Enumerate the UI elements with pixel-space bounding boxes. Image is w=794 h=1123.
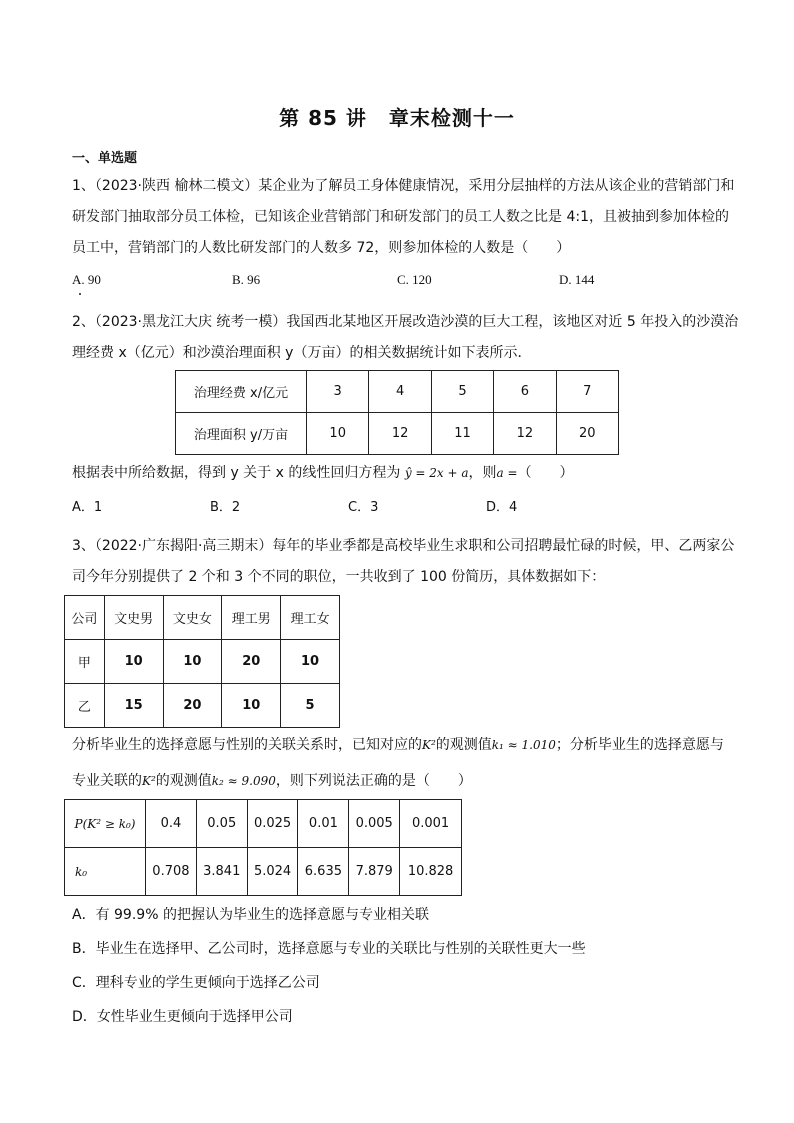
table-cell: 0.025 xyxy=(247,800,298,848)
q3-line-3 xyxy=(72,730,724,761)
q3-line-1 xyxy=(72,531,734,562)
q3-option-d: D．女性毕业生更倾向于选择甲公司 xyxy=(72,1009,293,1025)
k1-value: k₁ ≈ 1.010 xyxy=(491,738,556,752)
k-squared-2: K² xyxy=(142,774,156,788)
k-squared: K² xyxy=(422,738,436,752)
q2-line-2: 理经费 x（亿元）和沙漠治理面积 y（万亩）的相关数据统计如下表所示． xyxy=(72,345,532,361)
q3-line-4-mid: 的观测值 xyxy=(155,773,212,789)
table-cell: 10 xyxy=(281,640,340,684)
table-row xyxy=(65,640,340,684)
regression-equation: ŷ = 2x + a xyxy=(404,466,469,480)
q1-line-3: 员工中，营销部门的人数比研发部门的人数多 72，则参加体检的人数是（ ） xyxy=(72,240,571,256)
table-header-row xyxy=(65,596,340,640)
table-cell: 0.05 xyxy=(196,800,247,848)
table-cell: 10 xyxy=(222,684,281,728)
lecture-number: 第 85 讲 xyxy=(279,106,367,130)
table-cell: 甲 xyxy=(65,640,105,684)
table-cell: 3.841 xyxy=(196,848,247,896)
table-row xyxy=(65,800,462,848)
table-cell: 7 xyxy=(556,371,618,413)
q3-line-4 xyxy=(72,766,472,797)
q2-line-1: 2、（2023·黑龙江大庆 统考一模）我国西北某地区开展改造沙漠的巨大工程，该地区对近 5 年投入的沙漠治 xyxy=(72,314,739,330)
q3-probability-table xyxy=(64,799,462,896)
q1-option-a: A. 90 xyxy=(72,272,101,287)
table-cell: 0.4 xyxy=(146,800,197,848)
table-cell: k₀ xyxy=(65,848,146,896)
table-cell: 0.01 xyxy=(298,800,349,848)
table-header-cell: 理工女 xyxy=(281,596,340,640)
table-cell: 0.005 xyxy=(349,800,400,848)
q3-options xyxy=(72,898,586,1034)
table-cell: 15 xyxy=(104,684,163,728)
q3-line-4-end: ，则下列说法正确的是（ ） xyxy=(275,773,472,789)
question-1 xyxy=(72,171,734,264)
q2-option-a: A．1 xyxy=(72,500,103,515)
table-cell: 5 xyxy=(431,371,493,413)
table-row xyxy=(176,371,619,413)
q2-option-b: B．2 xyxy=(210,500,241,515)
table-cell: 6.635 xyxy=(298,848,349,896)
table-row xyxy=(65,848,462,896)
q1-line-2: 研发部门抽取部分员工体检，已知该企业营销部门和研发部门的员工人数之比是 4:1，且被抽到参加体检的 xyxy=(72,209,729,225)
stray-dot xyxy=(79,293,81,295)
table-cell: 0.708 xyxy=(146,848,197,896)
q3-option-b: B．毕业生在选择甲、乙公司时，选择意愿与专业的关联比与性别的关联性更大一些 xyxy=(72,941,586,957)
q2-data-table xyxy=(175,370,619,455)
table-cell: 20 xyxy=(163,684,222,728)
question-3 xyxy=(72,531,734,593)
q2-line-3-end: （ ） xyxy=(517,465,574,481)
table-row xyxy=(65,684,340,728)
table-cell: 10 xyxy=(104,640,163,684)
a-equals: a = xyxy=(496,466,518,480)
q2-line-3-mid: ，则 xyxy=(468,465,497,481)
q1-option-b: B. 96 xyxy=(232,272,261,287)
k2-value: k₂ ≈ 9.090 xyxy=(211,774,276,788)
table-header-cell: 文史女 xyxy=(163,596,222,640)
q1-option-c: C. 120 xyxy=(397,272,432,287)
q2-line-3-text: 根据表中所给数据，得到 y 关于 x 的线性回归方程为 xyxy=(72,465,401,481)
table-header-cell: 理工男 xyxy=(222,596,281,640)
table-cell: 10 xyxy=(163,640,222,684)
table-cell: 12 xyxy=(494,413,556,455)
section-heading: 一、单选题 xyxy=(72,151,138,166)
table-cell: 治理面积 y/万亩 xyxy=(176,413,307,455)
chapter-title: 章末检测十一 xyxy=(388,106,515,130)
table-cell: 4 xyxy=(369,371,431,413)
table-cell: 12 xyxy=(369,413,431,455)
table-cell: 10.828 xyxy=(400,848,462,896)
q1-option-d: D. 144 xyxy=(559,272,595,287)
table-cell: 5.024 xyxy=(247,848,298,896)
table-cell: 20 xyxy=(222,640,281,684)
q3-line-3-text: 分析毕业生的选择意愿与性别的关联关系时，已知对应的 xyxy=(72,737,422,753)
q2-option-d: D．4 xyxy=(486,500,518,515)
table-cell: 0.001 xyxy=(400,800,462,848)
table-cell: 20 xyxy=(556,413,618,455)
page-title xyxy=(0,102,794,131)
table-cell: 7.879 xyxy=(349,848,400,896)
table-cell: 治理经费 x/亿元 xyxy=(176,371,307,413)
table-cell: 5 xyxy=(281,684,340,728)
table-cell: 11 xyxy=(431,413,493,455)
table-header-cell: 文史男 xyxy=(104,596,163,640)
table-row xyxy=(176,413,619,455)
table-header-cell: 公司 xyxy=(65,596,105,640)
table-cell: 3 xyxy=(307,371,369,413)
q2-option-c: C．3 xyxy=(348,500,379,515)
q3-line-3-mid: 的观测值 xyxy=(435,737,492,753)
q3-company-table xyxy=(64,595,340,728)
q2-line-3 xyxy=(72,458,574,489)
table-cell: 乙 xyxy=(65,684,105,728)
q3-line-3-end: ；分析毕业生的选择意愿与 xyxy=(555,737,724,753)
q3-option-c: C．理科专业的学生更倾向于选择乙公司 xyxy=(72,975,320,991)
q3-line-1-text: 3、（2022·广东揭阳·高三期末）每年的毕业季都是高校毕业生求职和公司招聘最忙碌的时候，甲、乙两家公 xyxy=(72,538,735,554)
question-2 xyxy=(72,307,738,369)
q3-line-2: 司今年分别提供了 2 个和 3 个不同的职位，一共收到了 100 份简历，具体数据如下： xyxy=(72,569,606,585)
q3-option-a: A．有 99.9% 的把握认为毕业生的选择意愿与专业相关联 xyxy=(72,907,429,923)
q1-line-1: 1、（2023·陕西 榆林二模文）某企业为了解员工身体健康情况，采用分层抽样的方法从该企业的营销部门和 xyxy=(72,178,735,194)
q3-line-4-text: 专业关联的 xyxy=(72,773,142,789)
table-cell: 10 xyxy=(307,413,369,455)
table-cell: 6 xyxy=(494,371,556,413)
table-cell: P(K² ≥ k₀) xyxy=(65,800,146,848)
